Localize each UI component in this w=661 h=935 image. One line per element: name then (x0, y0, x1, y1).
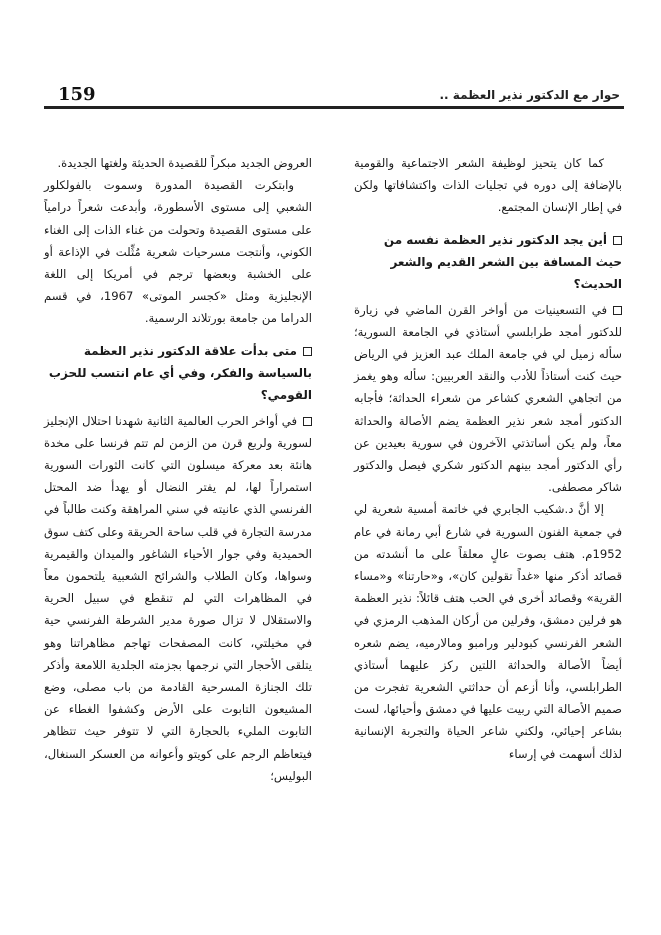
left-column (44, 152, 312, 787)
question-text: متى بدأت علاقة الدكتور نذير العظمة بالسياسة والفكر، وفي أي عام انتسب للحزب القومي؟ (48, 343, 312, 402)
running-title: حوار مع الدكتور نذير العظمة .. (439, 88, 620, 102)
right-column (354, 152, 622, 765)
square-bullet-icon (613, 306, 622, 315)
square-bullet-icon (303, 347, 312, 356)
answer-text: في التسعينيات من أواخر القرن الماضي في زيارة للدكتور أمجد طرابلسي أستاذي في الجامعة السورية؛ سأله زميل لي في جامعة الملك عبد العزيز في الرياض حيث كنت أستاذاً للأدب والنقد العربيين: سأله وهو يغمز من اتجاهي الشعري كشاعر من شعراء الحداثة؛ فأجابه الدكتور أمجد شعر نذير العظمة يضم الأصالة والحداثة معاً، ولم يكن أساتذتي الآخرون في سورية بعيدين عن رأي الدكتور أمجد بينهم الدكتور شكري فيصل والدكتور شاكر مصطفى. (354, 302, 622, 495)
header-rule (44, 106, 624, 109)
question-heading (354, 229, 622, 295)
answer-paragraph (354, 299, 622, 499)
square-bullet-icon (303, 417, 312, 426)
page-number: 159 (58, 84, 96, 105)
page-header (44, 80, 624, 112)
square-bullet-icon (613, 236, 622, 245)
answer-text: في أواخر الحرب العالمية الثانية شهدنا احتلال الإنجليز لسورية ولربع قرن من الزمن لم تتم فرنسا على مخدة هانئة بعد معركة ميسلون التي كانت الثورات السورية استمراراً لها، لم يفتر النضال أو يهدأ ضد المحتل الفرنسي الذي عانيته في سني المراهقة وكنت طالباً في مدرسة التجارة في قلب ساحة الحريقة وعلى كتف سوق الحميدية وفي جوار الأحياء الشاغور والميدان والقيمرية وسواها، وكان الطلاب والشرائح الشعبية يلتحمون معاً في المظاهرات التي لم تنقطع في سبيل الحرية والاستقلال لا تزال صورة مدير الشرطة الفرنسي حية في مخيلتي، كانت المصفحات تهاجم مظاهراتنا وهو يتلقى الأحجار التي نرجمها بجزمته الجلدية اللامعة وأذكر تلك الجنازة المسرحية القادمة من باب مصلى، وضع المشيعون التابوت على الأرض وكشفوا الغطاء عن التابوت المليء بالحجارة التي لا تتوفر حيث تتظاهر فيتعاظم الرجم على كويتو وأعوانه من العسكر السنغال، البوليس؛ (44, 413, 312, 783)
intro-paragraph: كما كان يتحيز لوظيفة الشعر الاجتماعية والقومية بالإضافة إلى دوره في تجليات الذات واكتشافاتها ولكن في إطار الإنسان المجتمع. (354, 156, 622, 215)
body-paragraph: وابتكرت القصيدة المدورة وسموت بالفولكلور الشعبي إلى مستوى الأسطورة، وأبدعت شعراً درامياً على مستوى القصيدة وتحولت من غناء الذات إلى الغناء الكوني، وأنتجت مسرحيات شعرية مُثِّلت في الإذاعة أو على الخشبة وبعضها ترجم في أمريكا إلى اللغة الإنجليزية ومثل «كجسر الموتى» 1967، في قسم الدراما من جامعة بورتلاند الرسمية. (44, 178, 312, 326)
answer-paragraph (44, 410, 312, 787)
answer-paragraph: إلا أنَّ د.شكيب الجابري في خاتمة أمسية شعرية لي في جمعية الفنون السورية في شارع أبي رمانة في عام 1952م. هتف بصوت عالٍ معلقاً على ما أنشدته من قصائد أذكر منها «غداً تقولين كان»، و«حارتنا» و«مساء القرية» وقصائد أخرى في الحب هتف قائلاً: نذير العظمة هو فرلين دمشق، وفرلين من أركان المذهب الرمزي في الشعر الفرنسي كبودلير ورامبو ومالارميه، يضم شعره أيضاً الأصالة والحداثة اللتين ركز عليهما أستاذي الطرابلسي، وأنا أزعم أن حداثتي الشعرية تفجرت من صميم الأصالة التي ربيت عليها في دمشق وأحيائها، لست بشاعر إحيائي، ولكني شاعر الحياة والتجربة الإنسانية لذلك أسهمت في إرساء (354, 502, 622, 761)
question-heading (44, 340, 312, 406)
continuation-paragraph: العروض الجديد مبكراً للقصيدة الحديثة ولغتها الجديدة. (57, 156, 312, 170)
question-text: أين يجد الدكتور نذير العظمة نفسه من حيث المسافة بين الشعر القديم والشعر الحديث؟ (383, 232, 622, 291)
